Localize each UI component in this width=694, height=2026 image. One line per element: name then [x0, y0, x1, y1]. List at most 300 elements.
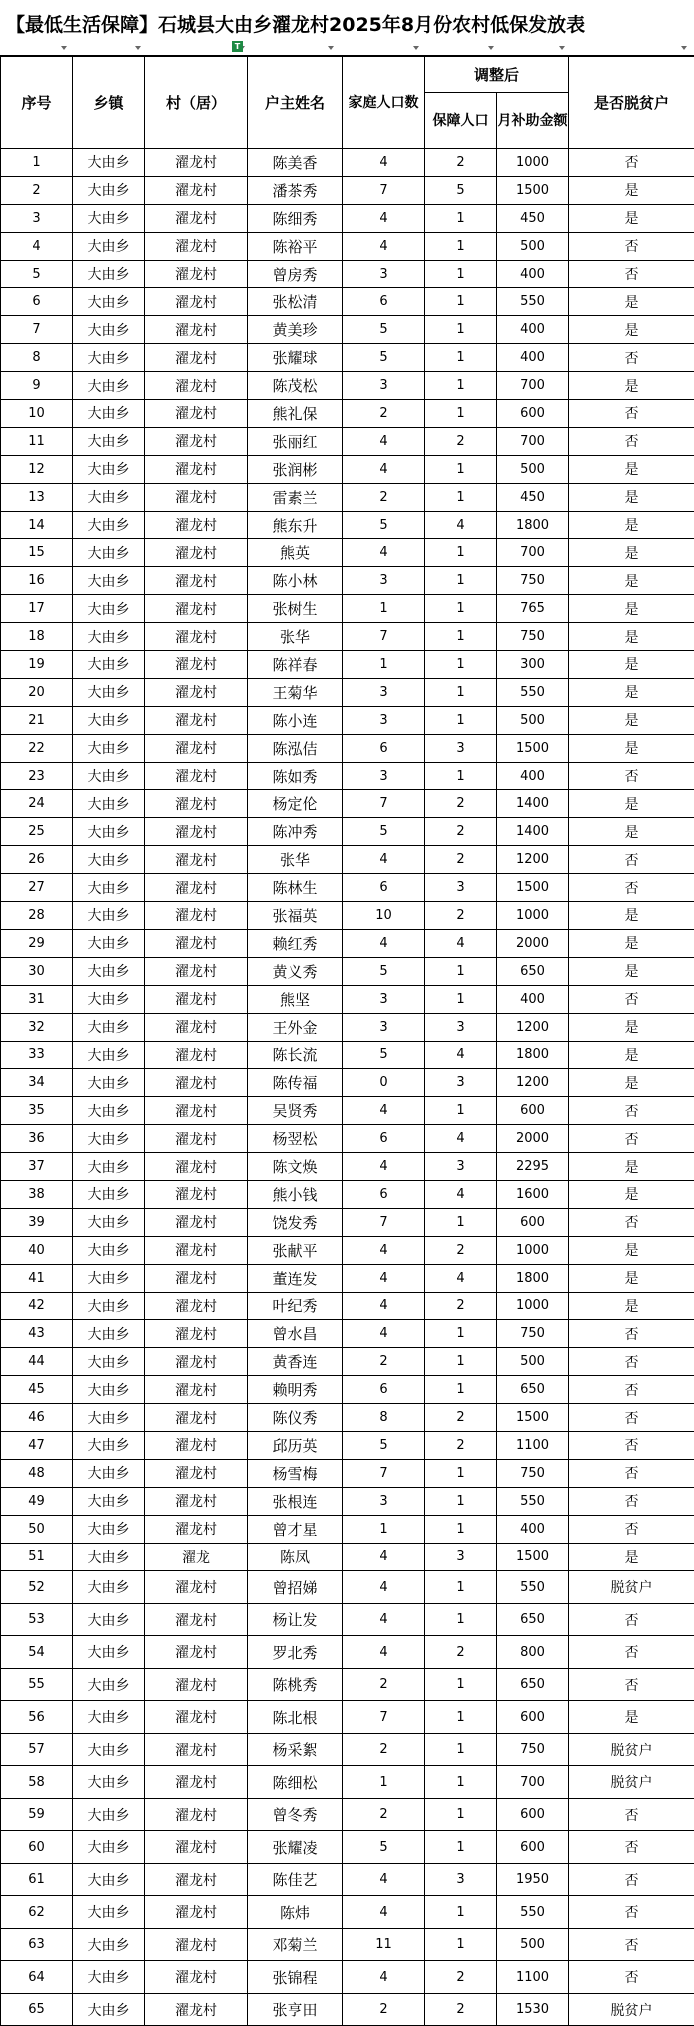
cell-monthly-amount[interactable]: 1500 [497, 176, 569, 204]
cell-head-name[interactable]: 陈佳艺 [248, 1863, 343, 1896]
cell-poverty-status[interactable]: 是 [569, 734, 694, 762]
cell-monthly-amount[interactable]: 1100 [497, 1961, 569, 1994]
cell-seq[interactable]: 19 [1, 651, 73, 679]
cell-town[interactable]: 大由乡 [73, 567, 145, 595]
cell-family-size[interactable]: 2 [343, 1733, 425, 1766]
cell-seq[interactable]: 9 [1, 372, 73, 400]
cell-monthly-amount[interactable]: 1000 [497, 149, 569, 177]
cell-poverty-status[interactable]: 是 [569, 595, 694, 623]
cell-town[interactable]: 大由乡 [73, 1733, 145, 1766]
cell-seq[interactable]: 35 [1, 1097, 73, 1125]
cell-seq[interactable]: 21 [1, 706, 73, 734]
cell-head-name[interactable]: 杨让发 [248, 1603, 343, 1636]
cell-village[interactable]: 濯龙村 [145, 1831, 248, 1864]
cell-monthly-amount[interactable]: 700 [497, 1766, 569, 1799]
cell-poverty-status[interactable]: 脱贫户 [569, 1571, 694, 1604]
cell-insured-count[interactable]: 2 [425, 1431, 497, 1459]
cell-village[interactable]: 濯龙村 [145, 1571, 248, 1604]
cell-insured-count[interactable]: 1 [425, 1896, 497, 1929]
cell-town[interactable]: 大由乡 [73, 1798, 145, 1831]
cell-village[interactable]: 濯龙村 [145, 846, 248, 874]
cell-head-name[interactable]: 邓菊兰 [248, 1928, 343, 1961]
cell-poverty-status[interactable]: 否 [569, 1928, 694, 1961]
cell-poverty-status[interactable]: 否 [569, 1208, 694, 1236]
cell-town[interactable]: 大由乡 [73, 1831, 145, 1864]
cell-village[interactable]: 濯龙村 [145, 1264, 248, 1292]
cell-monthly-amount[interactable]: 400 [497, 985, 569, 1013]
cell-seq[interactable]: 7 [1, 316, 73, 344]
filter-dropdown-icon[interactable] [680, 44, 689, 52]
cell-town[interactable]: 大由乡 [73, 400, 145, 428]
cell-poverty-status[interactable]: 否 [569, 1348, 694, 1376]
cell-town[interactable]: 大由乡 [73, 902, 145, 930]
cell-insured-count[interactable]: 1 [425, 1376, 497, 1404]
cell-monthly-amount[interactable]: 450 [497, 204, 569, 232]
cell-poverty-status[interactable]: 否 [569, 1459, 694, 1487]
cell-head-name[interactable]: 董连发 [248, 1264, 343, 1292]
cell-poverty-status[interactable]: 是 [569, 511, 694, 539]
cell-seq[interactable]: 2 [1, 176, 73, 204]
cell-monthly-amount[interactable]: 1500 [497, 734, 569, 762]
cell-family-size[interactable]: 4 [343, 455, 425, 483]
cell-head-name[interactable]: 曾水昌 [248, 1320, 343, 1348]
cell-monthly-amount[interactable]: 800 [497, 1636, 569, 1669]
cell-poverty-status[interactable]: 是 [569, 1264, 694, 1292]
cell-seq[interactable]: 29 [1, 929, 73, 957]
cell-head-name[interactable]: 王外金 [248, 1013, 343, 1041]
cell-head-name[interactable]: 熊英 [248, 539, 343, 567]
cell-town[interactable]: 大由乡 [73, 874, 145, 902]
cell-village[interactable]: 濯龙村 [145, 1993, 248, 2026]
cell-monthly-amount[interactable]: 600 [497, 1798, 569, 1831]
cell-village[interactable]: 濯龙村 [145, 1431, 248, 1459]
cell-town[interactable]: 大由乡 [73, 1571, 145, 1604]
cell-family-size[interactable]: 6 [343, 1180, 425, 1208]
cell-town[interactable]: 大由乡 [73, 483, 145, 511]
cell-seq[interactable]: 44 [1, 1348, 73, 1376]
cell-monthly-amount[interactable]: 700 [497, 427, 569, 455]
cell-monthly-amount[interactable]: 450 [497, 483, 569, 511]
cell-town[interactable]: 大由乡 [73, 1993, 145, 2026]
cell-seq[interactable]: 49 [1, 1487, 73, 1515]
cell-town[interactable]: 大由乡 [73, 204, 145, 232]
cell-poverty-status[interactable]: 否 [569, 1431, 694, 1459]
cell-insured-count[interactable]: 2 [425, 790, 497, 818]
cell-town[interactable]: 大由乡 [73, 1180, 145, 1208]
cell-seq[interactable]: 56 [1, 1701, 73, 1734]
cell-poverty-status[interactable]: 脱贫户 [569, 1733, 694, 1766]
cell-poverty-status[interactable]: 是 [569, 567, 694, 595]
cell-seq[interactable]: 13 [1, 483, 73, 511]
cell-poverty-status[interactable]: 是 [569, 929, 694, 957]
cell-town[interactable]: 大由乡 [73, 1236, 145, 1264]
cell-monthly-amount[interactable]: 550 [497, 1487, 569, 1515]
cell-monthly-amount[interactable]: 400 [497, 260, 569, 288]
cell-seq[interactable]: 41 [1, 1264, 73, 1292]
cell-monthly-amount[interactable]: 700 [497, 539, 569, 567]
cell-family-size[interactable]: 10 [343, 902, 425, 930]
cell-village[interactable]: 濯龙村 [145, 1863, 248, 1896]
cell-insured-count[interactable]: 2 [425, 149, 497, 177]
cell-insured-count[interactable]: 1 [425, 1571, 497, 1604]
cell-town[interactable]: 大由乡 [73, 1701, 145, 1734]
cell-insured-count[interactable]: 3 [425, 1013, 497, 1041]
cell-monthly-amount[interactable]: 650 [497, 1603, 569, 1636]
cell-town[interactable]: 大由乡 [73, 1636, 145, 1669]
cell-village[interactable]: 濯龙村 [145, 1153, 248, 1181]
cell-head-name[interactable]: 杨翌松 [248, 1125, 343, 1153]
cell-head-name[interactable]: 陈冲秀 [248, 818, 343, 846]
cell-poverty-status[interactable]: 否 [569, 1515, 694, 1543]
cell-family-size[interactable]: 3 [343, 260, 425, 288]
cell-poverty-status[interactable]: 否 [569, 1831, 694, 1864]
cell-seq[interactable]: 25 [1, 818, 73, 846]
cell-family-size[interactable]: 4 [343, 1636, 425, 1669]
cell-seq[interactable]: 24 [1, 790, 73, 818]
cell-seq[interactable]: 22 [1, 734, 73, 762]
cell-monthly-amount[interactable]: 550 [497, 678, 569, 706]
cell-seq[interactable]: 54 [1, 1636, 73, 1669]
cell-village[interactable]: 濯龙 [145, 1543, 248, 1571]
cell-village[interactable]: 濯龙村 [145, 427, 248, 455]
cell-village[interactable]: 濯龙村 [145, 232, 248, 260]
cell-seq[interactable]: 11 [1, 427, 73, 455]
cell-family-size[interactable]: 11 [343, 1928, 425, 1961]
cell-insured-count[interactable]: 4 [425, 1041, 497, 1069]
cell-insured-count[interactable]: 1 [425, 1603, 497, 1636]
cell-insured-count[interactable]: 1 [425, 1701, 497, 1734]
cell-village[interactable]: 濯龙村 [145, 1515, 248, 1543]
cell-poverty-status[interactable]: 否 [569, 1404, 694, 1432]
cell-monthly-amount[interactable]: 300 [497, 651, 569, 679]
cell-insured-count[interactable]: 1 [425, 985, 497, 1013]
cell-poverty-status[interactable]: 否 [569, 1668, 694, 1701]
cell-monthly-amount[interactable]: 1000 [497, 1236, 569, 1264]
cell-family-size[interactable]: 6 [343, 734, 425, 762]
cell-seq[interactable]: 62 [1, 1896, 73, 1929]
cell-town[interactable]: 大由乡 [73, 706, 145, 734]
cell-head-name[interactable]: 吴贤秀 [248, 1097, 343, 1125]
cell-poverty-status[interactable]: 否 [569, 1863, 694, 1896]
cell-seq[interactable]: 45 [1, 1376, 73, 1404]
cell-head-name[interactable]: 陈如秀 [248, 762, 343, 790]
cell-head-name[interactable]: 陈细松 [248, 1766, 343, 1799]
cell-poverty-status[interactable]: 否 [569, 1603, 694, 1636]
cell-monthly-amount[interactable]: 2295 [497, 1153, 569, 1181]
cell-family-size[interactable]: 5 [343, 818, 425, 846]
cell-poverty-status[interactable]: 是 [569, 706, 694, 734]
cell-insured-count[interactable]: 1 [425, 1668, 497, 1701]
cell-seq[interactable]: 60 [1, 1831, 73, 1864]
cell-insured-count[interactable]: 5 [425, 176, 497, 204]
cell-town[interactable]: 大由乡 [73, 232, 145, 260]
cell-town[interactable]: 大由乡 [73, 511, 145, 539]
cell-seq[interactable]: 51 [1, 1543, 73, 1571]
cell-seq[interactable]: 39 [1, 1208, 73, 1236]
cell-head-name[interactable]: 陈北根 [248, 1701, 343, 1734]
cell-insured-count[interactable]: 1 [425, 316, 497, 344]
cell-insured-count[interactable]: 1 [425, 1320, 497, 1348]
cell-monthly-amount[interactable]: 400 [497, 1515, 569, 1543]
cell-poverty-status[interactable]: 否 [569, 149, 694, 177]
cell-seq[interactable]: 61 [1, 1863, 73, 1896]
cell-town[interactable]: 大由乡 [73, 1515, 145, 1543]
cell-insured-count[interactable]: 1 [425, 706, 497, 734]
cell-monthly-amount[interactable]: 400 [497, 316, 569, 344]
cell-seq[interactable]: 28 [1, 902, 73, 930]
cell-insured-count[interactable]: 2 [425, 1236, 497, 1264]
cell-head-name[interactable]: 陈传福 [248, 1069, 343, 1097]
cell-seq[interactable]: 6 [1, 288, 73, 316]
cell-monthly-amount[interactable]: 1600 [497, 1180, 569, 1208]
cell-family-size[interactable]: 5 [343, 1431, 425, 1459]
cell-village[interactable]: 濯龙村 [145, 1733, 248, 1766]
cell-village[interactable]: 濯龙村 [145, 623, 248, 651]
cell-head-name[interactable]: 陈长流 [248, 1041, 343, 1069]
cell-family-size[interactable]: 4 [343, 1236, 425, 1264]
cell-family-size[interactable]: 4 [343, 539, 425, 567]
cell-insured-count[interactable]: 1 [425, 1766, 497, 1799]
cell-head-name[interactable]: 陈文焕 [248, 1153, 343, 1181]
cell-family-size[interactable]: 4 [343, 1320, 425, 1348]
cell-village[interactable]: 濯龙村 [145, 1928, 248, 1961]
cell-insured-count[interactable]: 3 [425, 1543, 497, 1571]
cell-insured-count[interactable]: 2 [425, 1961, 497, 1994]
cell-seq[interactable]: 38 [1, 1180, 73, 1208]
cell-poverty-status[interactable]: 是 [569, 651, 694, 679]
cell-family-size[interactable]: 4 [343, 1153, 425, 1181]
cell-family-size[interactable]: 8 [343, 1404, 425, 1432]
cell-seq[interactable]: 12 [1, 455, 73, 483]
cell-village[interactable]: 濯龙村 [145, 1798, 248, 1831]
cell-poverty-status[interactable]: 脱贫户 [569, 1766, 694, 1799]
cell-insured-count[interactable]: 1 [425, 1928, 497, 1961]
cell-insured-count[interactable]: 4 [425, 1180, 497, 1208]
cell-town[interactable]: 大由乡 [73, 1097, 145, 1125]
cell-head-name[interactable]: 杨采絮 [248, 1733, 343, 1766]
cell-town[interactable]: 大由乡 [73, 818, 145, 846]
cell-family-size[interactable]: 4 [343, 1543, 425, 1571]
cell-monthly-amount[interactable]: 750 [497, 623, 569, 651]
cell-head-name[interactable]: 熊小钱 [248, 1180, 343, 1208]
cell-family-size[interactable]: 7 [343, 1459, 425, 1487]
cell-poverty-status[interactable]: 是 [569, 455, 694, 483]
cell-family-size[interactable]: 5 [343, 957, 425, 985]
cell-village[interactable]: 濯龙村 [145, 400, 248, 428]
filter-dropdown-icon[interactable] [60, 44, 69, 52]
cell-monthly-amount[interactable]: 1950 [497, 1863, 569, 1896]
cell-town[interactable]: 大由乡 [73, 678, 145, 706]
cell-town[interactable]: 大由乡 [73, 1376, 145, 1404]
cell-head-name[interactable]: 陈凤 [248, 1543, 343, 1571]
cell-seq[interactable]: 57 [1, 1733, 73, 1766]
cell-poverty-status[interactable]: 是 [569, 483, 694, 511]
cell-family-size[interactable]: 3 [343, 706, 425, 734]
cell-monthly-amount[interactable]: 600 [497, 1831, 569, 1864]
cell-monthly-amount[interactable]: 1530 [497, 1993, 569, 2026]
cell-head-name[interactable]: 杨定伦 [248, 790, 343, 818]
cell-poverty-status[interactable]: 是 [569, 1153, 694, 1181]
cell-monthly-amount[interactable]: 1500 [497, 874, 569, 902]
cell-head-name[interactable]: 陈裕平 [248, 232, 343, 260]
cell-monthly-amount[interactable]: 500 [497, 1928, 569, 1961]
cell-town[interactable]: 大由乡 [73, 1603, 145, 1636]
cell-town[interactable]: 大由乡 [73, 1766, 145, 1799]
cell-head-name[interactable]: 黄香连 [248, 1348, 343, 1376]
cell-insured-count[interactable]: 1 [425, 1348, 497, 1376]
cell-insured-count[interactable]: 1 [425, 623, 497, 651]
cell-village[interactable]: 濯龙村 [145, 1069, 248, 1097]
cell-insured-count[interactable]: 1 [425, 344, 497, 372]
cell-insured-count[interactable]: 4 [425, 1264, 497, 1292]
cell-monthly-amount[interactable]: 650 [497, 1668, 569, 1701]
cell-village[interactable]: 濯龙村 [145, 734, 248, 762]
cell-monthly-amount[interactable]: 550 [497, 1571, 569, 1604]
cell-seq[interactable]: 42 [1, 1292, 73, 1320]
cell-village[interactable]: 濯龙村 [145, 874, 248, 902]
cell-monthly-amount[interactable]: 1400 [497, 818, 569, 846]
cell-village[interactable]: 濯龙村 [145, 1636, 248, 1669]
cell-poverty-status[interactable]: 否 [569, 1097, 694, 1125]
cell-village[interactable]: 濯龙村 [145, 651, 248, 679]
cell-poverty-status[interactable]: 是 [569, 1543, 694, 1571]
cell-monthly-amount[interactable]: 650 [497, 957, 569, 985]
cell-monthly-amount[interactable]: 500 [497, 232, 569, 260]
cell-seq[interactable]: 20 [1, 678, 73, 706]
cell-town[interactable]: 大由乡 [73, 149, 145, 177]
cell-town[interactable]: 大由乡 [73, 1459, 145, 1487]
cell-family-size[interactable]: 7 [343, 1701, 425, 1734]
cell-insured-count[interactable]: 1 [425, 400, 497, 428]
cell-town[interactable]: 大由乡 [73, 595, 145, 623]
cell-village[interactable]: 濯龙村 [145, 1320, 248, 1348]
cell-head-name[interactable]: 叶纪秀 [248, 1292, 343, 1320]
cell-head-name[interactable]: 曾才星 [248, 1515, 343, 1543]
cell-head-name[interactable]: 熊礼保 [248, 400, 343, 428]
cell-monthly-amount[interactable]: 650 [497, 1376, 569, 1404]
cell-insured-count[interactable]: 2 [425, 846, 497, 874]
cell-seq[interactable]: 48 [1, 1459, 73, 1487]
cell-village[interactable]: 濯龙村 [145, 372, 248, 400]
cell-family-size[interactable]: 5 [343, 1831, 425, 1864]
cell-head-name[interactable]: 陈炜 [248, 1896, 343, 1929]
cell-seq[interactable]: 8 [1, 344, 73, 372]
cell-monthly-amount[interactable]: 1100 [497, 1431, 569, 1459]
cell-monthly-amount[interactable]: 1000 [497, 902, 569, 930]
cell-family-size[interactable]: 5 [343, 316, 425, 344]
cell-head-name[interactable]: 张耀凌 [248, 1831, 343, 1864]
cell-head-name[interactable]: 曾冬秀 [248, 1798, 343, 1831]
cell-insured-count[interactable]: 1 [425, 957, 497, 985]
cell-family-size[interactable]: 4 [343, 232, 425, 260]
cell-monthly-amount[interactable]: 1800 [497, 511, 569, 539]
filter-dropdown-icon[interactable] [412, 44, 421, 52]
cell-poverty-status[interactable]: 否 [569, 1798, 694, 1831]
cell-seq[interactable]: 58 [1, 1766, 73, 1799]
cell-town[interactable]: 大由乡 [73, 929, 145, 957]
cell-insured-count[interactable]: 1 [425, 1831, 497, 1864]
cell-poverty-status[interactable]: 是 [569, 623, 694, 651]
cell-poverty-status[interactable]: 是 [569, 204, 694, 232]
cell-insured-count[interactable]: 1 [425, 1487, 497, 1515]
cell-head-name[interactable]: 张润彬 [248, 455, 343, 483]
cell-seq[interactable]: 47 [1, 1431, 73, 1459]
cell-town[interactable]: 大由乡 [73, 1961, 145, 1994]
cell-seq[interactable]: 59 [1, 1798, 73, 1831]
cell-family-size[interactable]: 4 [343, 427, 425, 455]
cell-seq[interactable]: 63 [1, 1928, 73, 1961]
cell-poverty-status[interactable]: 否 [569, 985, 694, 1013]
cell-head-name[interactable]: 陈细秀 [248, 204, 343, 232]
cell-town[interactable]: 大由乡 [73, 623, 145, 651]
cell-seq[interactable]: 3 [1, 204, 73, 232]
cell-poverty-status[interactable]: 是 [569, 539, 694, 567]
cell-village[interactable]: 濯龙村 [145, 790, 248, 818]
cell-village[interactable]: 濯龙村 [145, 957, 248, 985]
cell-village[interactable]: 濯龙村 [145, 344, 248, 372]
cell-poverty-status[interactable]: 是 [569, 957, 694, 985]
cell-family-size[interactable]: 1 [343, 595, 425, 623]
cell-insured-count[interactable]: 1 [425, 232, 497, 260]
cell-village[interactable]: 濯龙村 [145, 762, 248, 790]
cell-town[interactable]: 大由乡 [73, 288, 145, 316]
cell-town[interactable]: 大由乡 [73, 1208, 145, 1236]
cell-family-size[interactable]: 3 [343, 762, 425, 790]
cell-seq[interactable]: 5 [1, 260, 73, 288]
cell-poverty-status[interactable]: 是 [569, 902, 694, 930]
cell-town[interactable]: 大由乡 [73, 1404, 145, 1432]
cell-head-name[interactable]: 曾房秀 [248, 260, 343, 288]
cell-poverty-status[interactable]: 是 [569, 1069, 694, 1097]
cell-head-name[interactable]: 陈泓佶 [248, 734, 343, 762]
cell-poverty-status[interactable]: 否 [569, 846, 694, 874]
cell-insured-count[interactable]: 3 [425, 734, 497, 762]
filter-dropdown-icon[interactable] [487, 44, 496, 52]
cell-insured-count[interactable]: 1 [425, 678, 497, 706]
cell-monthly-amount[interactable]: 600 [497, 1701, 569, 1734]
cell-monthly-amount[interactable]: 600 [497, 1097, 569, 1125]
cell-insured-count[interactable]: 1 [425, 1515, 497, 1543]
cell-village[interactable]: 濯龙村 [145, 149, 248, 177]
cell-town[interactable]: 大由乡 [73, 1153, 145, 1181]
cell-family-size[interactable]: 5 [343, 1041, 425, 1069]
cell-village[interactable]: 濯龙村 [145, 1487, 248, 1515]
cell-seq[interactable]: 23 [1, 762, 73, 790]
cell-monthly-amount[interactable]: 750 [497, 567, 569, 595]
cell-insured-count[interactable]: 1 [425, 567, 497, 595]
cell-insured-count[interactable]: 3 [425, 874, 497, 902]
cell-poverty-status[interactable]: 否 [569, 1376, 694, 1404]
cell-poverty-status[interactable]: 是 [569, 818, 694, 846]
cell-family-size[interactable]: 3 [343, 985, 425, 1013]
cell-family-size[interactable]: 3 [343, 678, 425, 706]
cell-town[interactable]: 大由乡 [73, 1041, 145, 1069]
cell-head-name[interactable]: 曾招娣 [248, 1571, 343, 1604]
cell-town[interactable]: 大由乡 [73, 1264, 145, 1292]
cell-seq[interactable]: 30 [1, 957, 73, 985]
cell-insured-count[interactable]: 3 [425, 1069, 497, 1097]
cell-insured-count[interactable]: 4 [425, 511, 497, 539]
cell-monthly-amount[interactable]: 500 [497, 1348, 569, 1376]
cell-village[interactable]: 濯龙村 [145, 706, 248, 734]
cell-head-name[interactable]: 罗北秀 [248, 1636, 343, 1669]
cell-seq[interactable]: 14 [1, 511, 73, 539]
cell-village[interactable]: 濯龙村 [145, 1961, 248, 1994]
cell-village[interactable]: 濯龙村 [145, 1236, 248, 1264]
cell-monthly-amount[interactable]: 1800 [497, 1041, 569, 1069]
cell-village[interactable]: 濯龙村 [145, 678, 248, 706]
cell-poverty-status[interactable]: 是 [569, 1180, 694, 1208]
